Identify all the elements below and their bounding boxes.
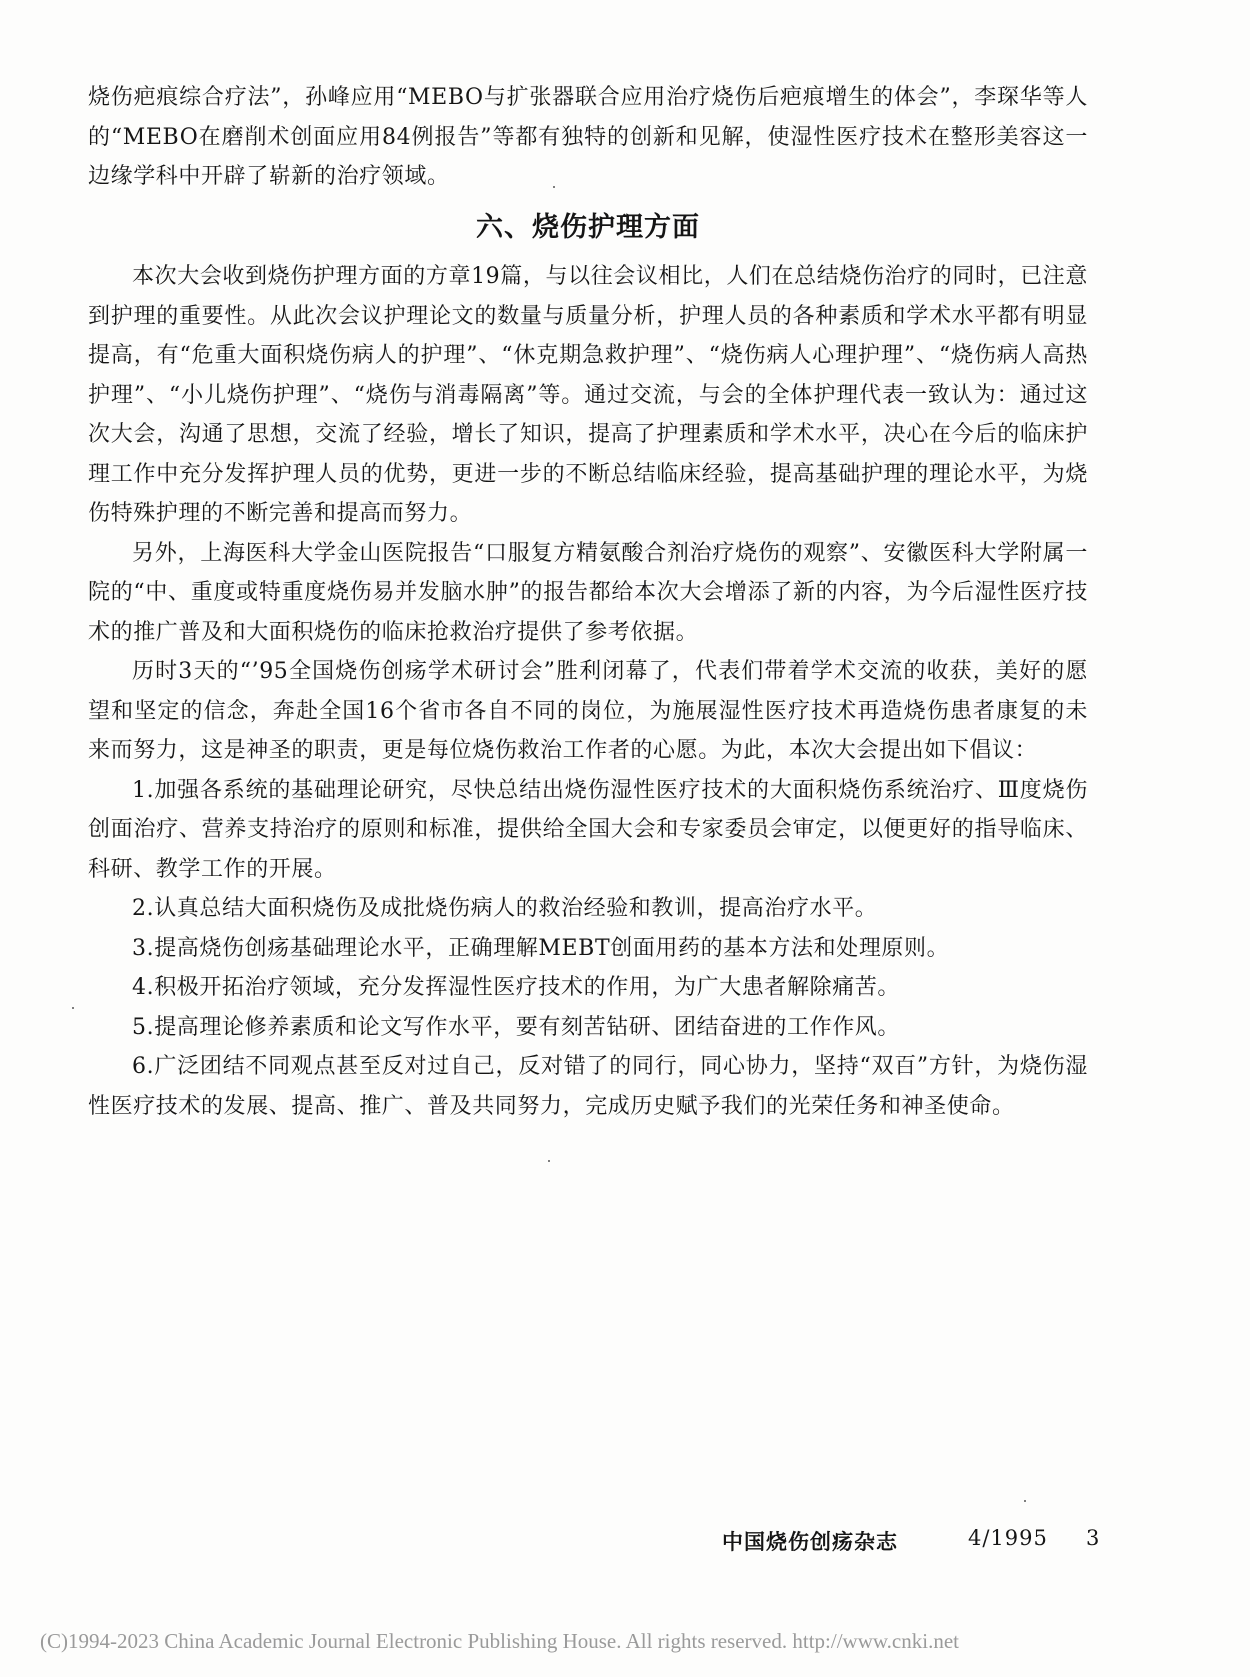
proposal-item-2: 2.认真总结大面积烧伤及成批烧伤病人的救治经验和教训，提高治疗水平。 [132, 896, 878, 921]
proposal-item-3: 3.提高烧伤创疡基础理论水平，正确理解MEBT创面用药的基本方法和处理原则。 [132, 935, 950, 961]
proposal-item-1: 1.加强各系统的基础理论研究，尽快总结出烧伤湿性医疗技术的大面积烧伤系统治疗、Ⅲ度烧伤创面治疗、营养支持治疗的原则和标准，提供给全国大会和专家委员会审定，以便更好的指导临床、科研、教学工作的开展。 [88, 777, 1088, 882]
section-heading: 六、烧伤护理方面 [476, 212, 700, 243]
scan-speck [548, 1160, 550, 1162]
body-paragraph-nursing: 本次大会收到烧伤护理方面的方章19篇，与以往会议相比，人们在总结烧伤治疗的同时，已注意到护理的重要性。从此次会议护理论文的数量与质量分析，护理人员的各种素质和学术水平都有明显提高，有“危重大面积烧伤病人的护理”、“休克期急救护理”、“烧伤病人心理护理”、“烧伤病人高热护理”、“小儿烧伤护理”、“烧伤与消毒隔离”等。通过交流，与会的全体护理代表一致认为：通过这次大会，沟通了思想，交流了经验，增长了知识，提高了护理素质和学术水平，决心在今后的临床护理工作中充分发挥护理人员的优势，更进一步的不断总结临床经验，提高基础护理的理论水平，为烧伤特殊护理的不断完善和提高而努力。 [88, 264, 1088, 526]
proposal-item-4: 4.积极开拓治疗领域，充分发挥湿性医疗技术的作用，为广大患者解除痛苦。 [132, 975, 900, 1000]
copyright-notice: (C)1994-2023 China Academic Journal Electronic Publishing House. All rights reserved. http://www.cnki.net [40, 1629, 959, 1653]
scan-speck [1024, 1500, 1026, 1502]
proposal-item-5: 5.提高理论修养素质和论文写作水平，要有刻苦钻研、团结奋进的工作作风。 [132, 1014, 900, 1040]
scan-speck [553, 186, 555, 188]
body-paragraph-closing: 历时3天的“’95全国烧伤创疡学术研讨会”胜利闭幕了，代表们带着学术交流的收获，美好的愿望和坚定的信念，奔赴全国16个省市各自不同的岗位，为施展湿性医疗技术再造烧伤患者康复的未来而努力，这是神圣的职责，更是每位烧伤救治工作者的心愿。为此，本次大会提出如下倡议： [88, 659, 1088, 763]
intro-paragraph-block [88, 78, 1088, 197]
intro-paragraph: 烧伤疤痕综合疗法”，孙峰应用“MEBO与扩张器联合应用治疗烧伤后疤痕增生的体会”，李琛华等人的“MEBO在磨削术创面应用84例报告”等都有独特的创新和见解，使湿性医疗技术在整形美容这一边缘学科中开辟了崭新的治疗领域。 [88, 85, 1088, 189]
section-body [88, 257, 1088, 1126]
footer-page-number: 3 [1086, 1526, 1100, 1550]
footer-journal-name: 中国烧伤创疡杂志 [722, 1529, 898, 1554]
scan-speck [72, 1007, 74, 1009]
footer-issue: 4/1995 [968, 1526, 1048, 1550]
body-paragraph-other-reports: 另外，上海医科大学金山医院报告“口服复方精氨酸合剂治疗烧伤的观察”、安徽医科大学附属一院的“中、重度或特重度烧伤易并发脑水肿”的报告都给本次大会增添了新的内容，为今后湿性医疗技术的推广普及和大面积烧伤的临床抢救治疗提供了参考依据。 [88, 540, 1088, 645]
proposal-item-6: 6.广泛团结不同观点甚至反对过自己，反对错了的同行，同心协力，坚持“双百”方针，为烧伤湿性医疗技术的发展、提高、推广、普及共同努力，完成历史赋予我们的光荣任务和神圣使命。 [88, 1054, 1088, 1119]
